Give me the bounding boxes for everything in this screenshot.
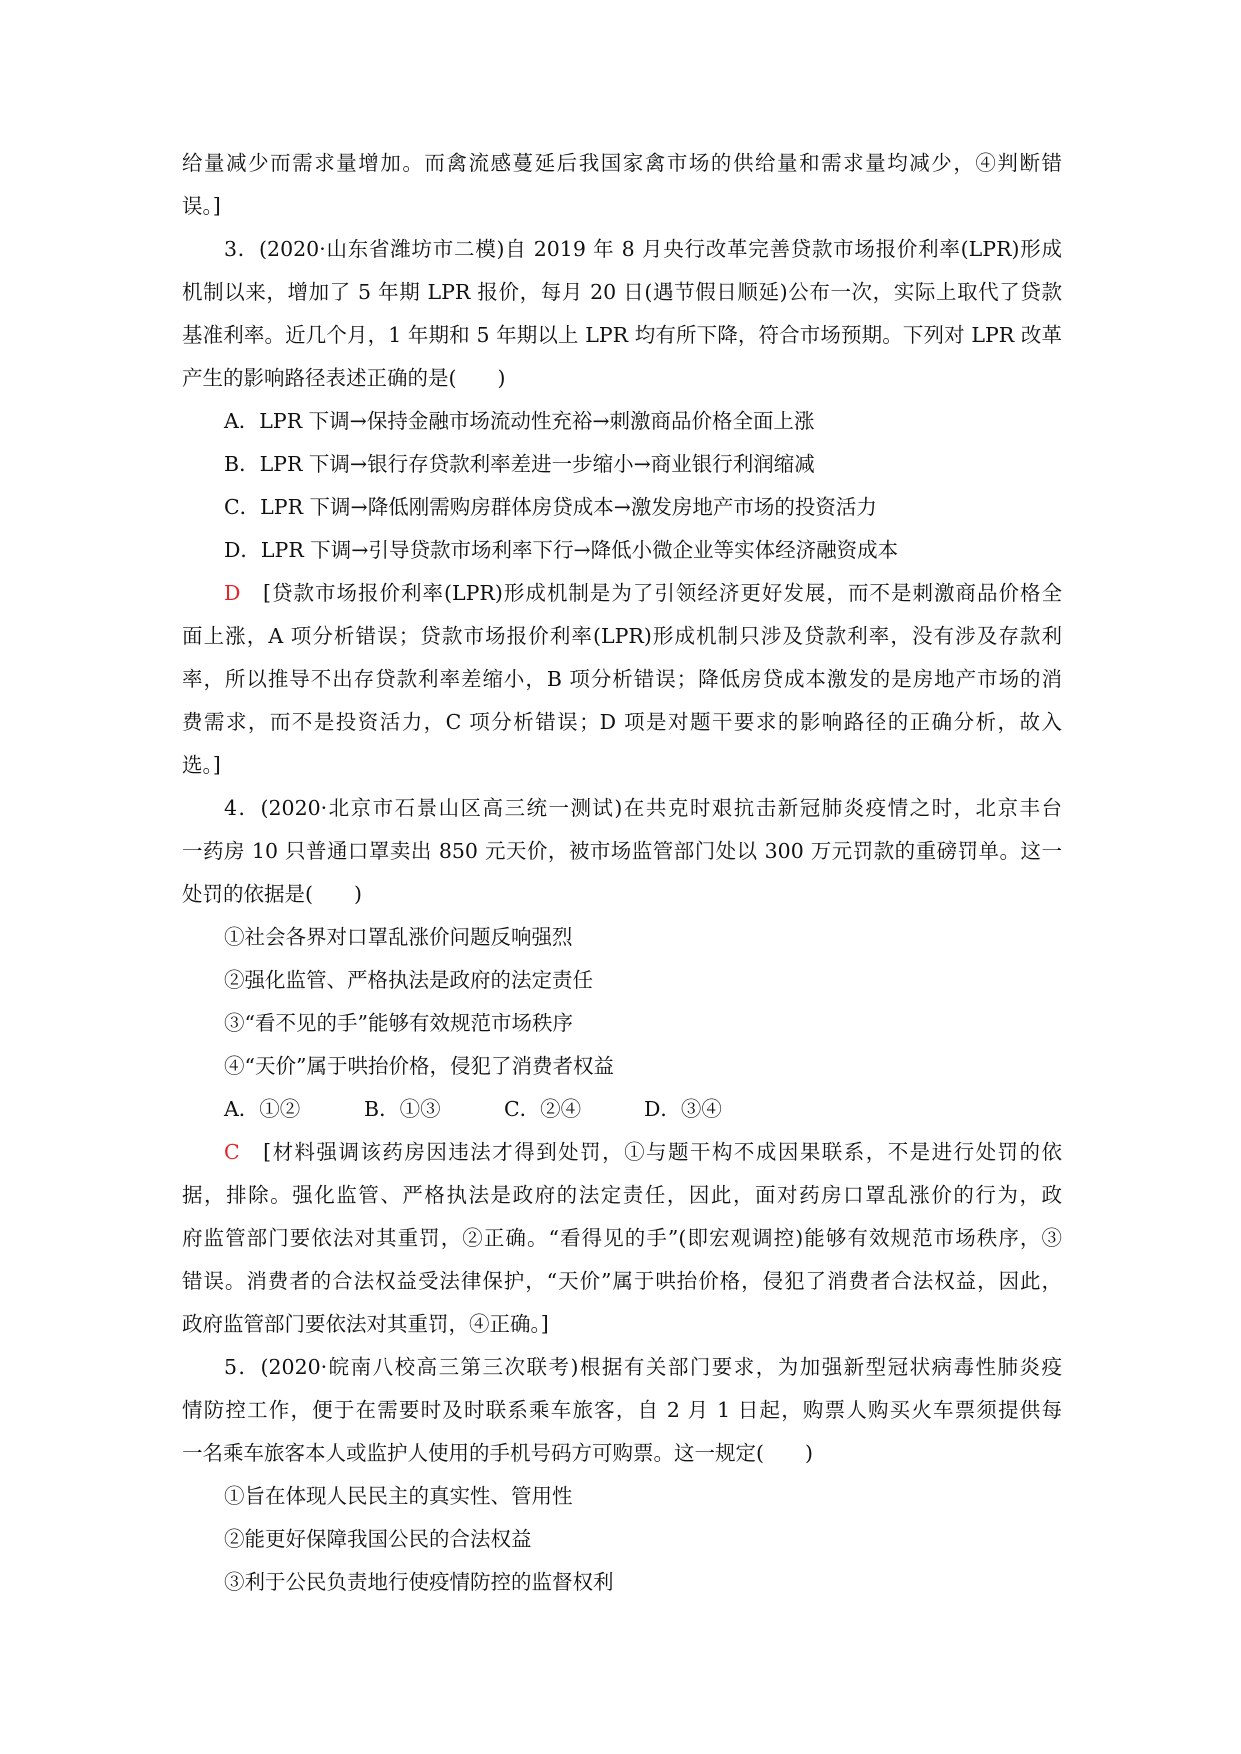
q4-answer-letter: C xyxy=(224,1140,240,1164)
q4-choices xyxy=(182,1088,1062,1131)
q5-statement-3: ③利于公民负责地行使疫情防控的监督权利 xyxy=(224,1570,614,1594)
q4-choice-d: D．③④ xyxy=(644,1097,722,1121)
q3-option-c: C．LPR 下调→降低刚需购房群体房贷成本→激发房地产市场的投资活力 xyxy=(224,495,877,519)
q3-option-d: D．LPR 下调→引导贷款市场利率下行→降低小微企业等实体经济融资成本 xyxy=(224,538,899,562)
q3-stem-line-2: 机制以来，增加了 5 年期 LPR 报价，每月 20 日(遇节假日顺延)公布一次，实际上取代了贷款 xyxy=(182,280,1062,304)
q4-answer-line-1 xyxy=(182,1131,1062,1174)
q4-stem-line-2: 一药房 10 只普通口罩卖出 850 元天价，被市场监管部门处以 300 万元罚款的重磅罚单。这一 xyxy=(182,839,1062,863)
q5-statement-2: ②能更好保障我国公民的合法权益 xyxy=(224,1527,532,1551)
q3-answer-line-5: 选。] xyxy=(182,753,221,777)
q5-statement-1: ①旨在体现人民民主的真实性、管用性 xyxy=(224,1484,573,1508)
q4-choice-b: B．①③ xyxy=(364,1097,441,1121)
q4-stem-line-1: 4．(2020·北京市石景山区高三统一测试)在共克时艰抗击新冠肺炎疫情之时，北京丰台 xyxy=(224,796,1062,820)
q4-statement-3: ③“看不见的手”能够有效规范市场秩序 xyxy=(224,1011,573,1035)
q5-stem-line-3: 一名乘车旅客本人或监护人使用的手机号码方可购票。这一规定( ) xyxy=(182,1441,813,1465)
q3-answer-line-4: 费需求，而不是投资活力，C 项分析错误；D 项是对题干要求的影响路径的正确分析，故入 xyxy=(182,710,1062,734)
document-page xyxy=(182,142,1062,1604)
q3-answer-letter: D xyxy=(224,581,241,605)
q3-answer-line-2: 面上涨，A 项分析错误；贷款市场报价利率(LPR)形成机制只涉及贷款利率，没有涉及存款利 xyxy=(182,624,1062,648)
prev-answer-line-1: 给量减少而需求量增加。而禽流感蔓延后我国家禽市场的供给量和需求量均减少，④判断错 xyxy=(182,151,1062,175)
q5-stem-line-2: 情防控工作，便于在需要时及时联系乘车旅客，自 2 月 1 日起，购票人购买火车票须提供每 xyxy=(182,1398,1062,1422)
q4-answer-line-4: 错误。消费者的合法权益受法律保护，“天价”属于哄抬价格，侵犯了消费者合法权益，因此， xyxy=(182,1269,1062,1293)
q4-stem-line-3: 处罚的依据是( ) xyxy=(182,882,362,906)
q3-stem-line-1: 3．(2020·山东省潍坊市二模)自 2019 年 8 月央行改革完善贷款市场报价利率(LPR)形成 xyxy=(224,237,1062,261)
q4-answer-line-2: 据，排除。强化监管、严格执法是政府的法定责任，因此，面对药房口罩乱涨价的行为，政 xyxy=(182,1183,1062,1207)
q3-answer-line-3: 率，所以推导不出存贷款利率差缩小，B 项分析错误；降低房贷成本激发的是房地产市场的消 xyxy=(182,667,1062,691)
q4-answer-line-3: 府监管部门要依法对其重罚，②正确。“看得见的手”(即宏观调控)能够有效规范市场秩序，③ xyxy=(182,1226,1062,1250)
q4-statement-1: ①社会各界对口罩乱涨价问题反响强烈 xyxy=(224,925,573,949)
q4-statement-4: ④“天价”属于哄抬价格，侵犯了消费者权益 xyxy=(224,1054,614,1078)
q4-answer-text-1: [材料强调该药房因违法才得到处罚，①与题干构不成因果联系，不是进行处罚的依 xyxy=(263,1140,1062,1164)
prev-answer-line-2: 误。] xyxy=(182,194,221,218)
q3-option-b: B．LPR 下调→银行存贷款利率差进一步缩小→商业银行利润缩减 xyxy=(224,452,815,476)
q4-choice-a: A．①② xyxy=(224,1097,301,1121)
q3-option-a: A．LPR 下调→保持金融市场流动性充裕→刺激商品价格全面上涨 xyxy=(224,409,815,433)
q3-answer-text-1: [贷款市场报价利率(LPR)形成机制是为了引领经济更好发展，而不是刺激商品价格全 xyxy=(262,581,1062,605)
q3-answer-line-1 xyxy=(182,572,1062,615)
q4-answer-line-5: 政府监管部门要依法对其重罚，④正确。] xyxy=(182,1312,549,1336)
q3-stem-line-4: 产生的影响路径表述正确的是( ) xyxy=(182,366,506,390)
q5-stem-line-1: 5．(2020·皖南八校高三第三次联考)根据有关部门要求，为加强新型冠状病毒性肺炎疫 xyxy=(224,1355,1062,1379)
q4-choice-c: C．②④ xyxy=(504,1097,582,1121)
q3-stem-line-3: 基准利率。近几个月，1 年期和 5 年期以上 LPR 均有所下降，符合市场预期。下列对 LPR 改革 xyxy=(182,323,1062,347)
q4-statement-2: ②强化监管、严格执法是政府的法定责任 xyxy=(224,968,593,992)
